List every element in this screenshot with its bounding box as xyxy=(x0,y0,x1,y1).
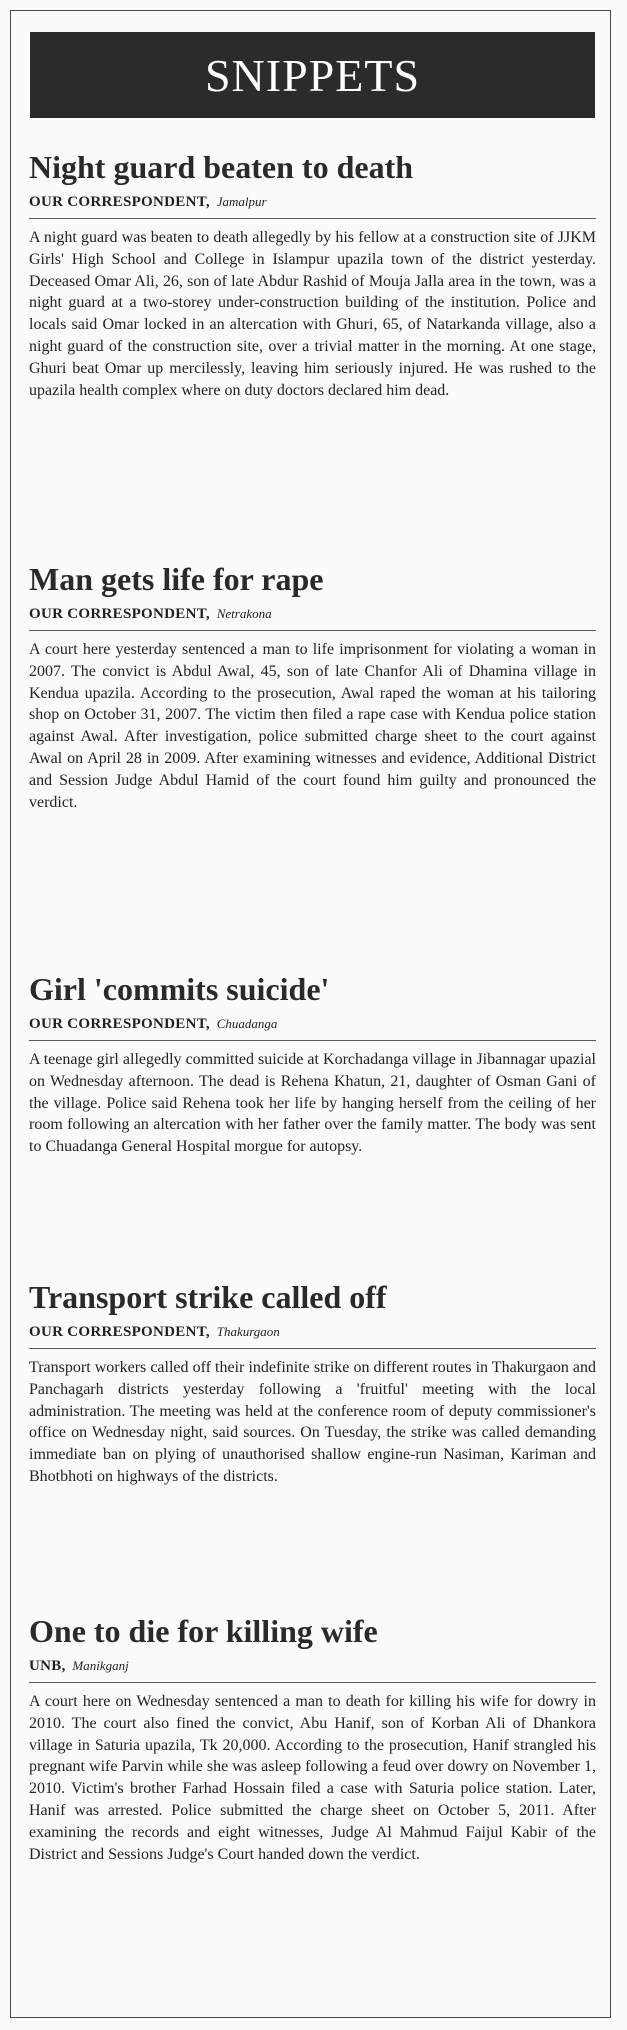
article-body: A court here yesterday sentenced a man to life imprisonment for violating a woman in 2007. The convict is Abdul Awal, 45, son of late Chanfor Ali of Dhamina village in Kendua upazila. According to the prosecution, Awal raped the woman at his tailoring shop on October 31, 2007. The victim then filed a rape case with Kendua police station against Awal. After investigation, police submitted charge sheet to the court against Awal on April 28 in 2009. After examining witnesses and evidence, Additional District and Session Judge Abdul Hamid of the court found him guilty and pronounced the verdict. xyxy=(29,641,596,811)
section-banner xyxy=(30,32,595,118)
article-headline: Girl 'commits suicide' xyxy=(29,971,330,1007)
byline-source: OUR CORRESPONDENT, xyxy=(29,194,210,210)
article-killing-wife xyxy=(29,1612,596,1865)
byline-location: Jamalpur xyxy=(216,194,267,209)
article-byline xyxy=(29,1656,596,1683)
byline-source: UNB, xyxy=(29,1658,66,1674)
article-headline: Man gets life for rape xyxy=(29,561,324,597)
article-night-guard xyxy=(29,148,596,401)
article-body: A court here on Wednesday sentenced a man to death for killing his wife for dowry in 2010. The court also fined the convict, Abu Hanif, son of Korban Ali of Dhankora village in Saturia upazila, Tk 20,000. According to the prosecution, Hanif strangled his pregnant wife Parvin while she was asleep following a feud over dowry on November 1, 2010. Victim's brother Farhad Hossain filed a case with Saturia police station. Later, Hanif was arrested. Police submitted the charge sheet on October 5, 2011. After examining the records and eight witnesses, Judge Al Mahmud Faijul Kabir of the District and Sessions Judge's Court handed down the verdict. xyxy=(29,1693,596,1863)
byline-location: Netrakona xyxy=(216,606,272,621)
article-headline: Night guard beaten to death xyxy=(29,149,414,185)
article-byline xyxy=(29,1014,596,1041)
article-byline xyxy=(29,1322,596,1349)
byline-source: OUR CORRESPONDENT, xyxy=(29,1324,210,1340)
article-headline: Transport strike called off xyxy=(29,1279,387,1315)
article-byline xyxy=(29,604,596,631)
article-body: Transport workers called off their indefinite strike on different routes in Thakurgaon and Panchagarh districts yesterday following a 'fruitful' meeting with the local administration. The meeting was held at the conference room of deputy commissioner's office on Wednesday night, said sources. On Tuesday, the strike was called demanding immediate ban on plying of unauthorised shallow engine-run Nasiman, Kariman and Bhotbhoti on highways of the districts. xyxy=(29,1359,596,1485)
article-girl-suicide xyxy=(29,970,596,1158)
article-transport-strike xyxy=(29,1278,596,1488)
byline-source: OUR CORRESPONDENT, xyxy=(29,606,210,622)
byline-source: OUR CORRESPONDENT, xyxy=(29,1016,210,1032)
byline-location: Chuadanga xyxy=(216,1016,278,1031)
article-headline: One to die for killing wife xyxy=(29,1613,378,1649)
article-body: A teenage girl allegedly committed suicide at Korchadanga village in Jibannagar upazial on Wednesday afternoon. The dead is Rehena Khatun, 21, daughter of Osman Gani of the village. Police said Rehena took her life by hanging herself from the ceiling of her room following an altercation with her father over the family matter. The body was sent to Chuadanga General Hospital morgue for autopsy. xyxy=(29,1051,596,1156)
article-life-for-rape xyxy=(29,560,596,813)
article-byline xyxy=(29,192,596,219)
article-body: A night guard was beaten to death allegedly by his fellow at a construction site of JJKM Girls' High School and College in Islampur upazila town of the district yesterday. Deceased Omar Ali, 26, son of late Abdur Rashid of Mouja Jalla area in the town, was a night guard at a two-storey under-construction building of the institution. Police and locals said Omar locked in an altercation with Ghuri, 65, of Natarkanda village, also a night guard of the construction site, over a trivial matter in the morning. At one stage, Ghuri beat Omar up mercilessly, leaving him seriously injured. He was rushed to the upazila health complex where on duty doctors declared him dead. xyxy=(29,229,596,399)
byline-location: Thakurgaon xyxy=(216,1324,280,1339)
section-title: SNIPPETS xyxy=(204,49,421,101)
byline-location: Manikganj xyxy=(72,1658,129,1673)
